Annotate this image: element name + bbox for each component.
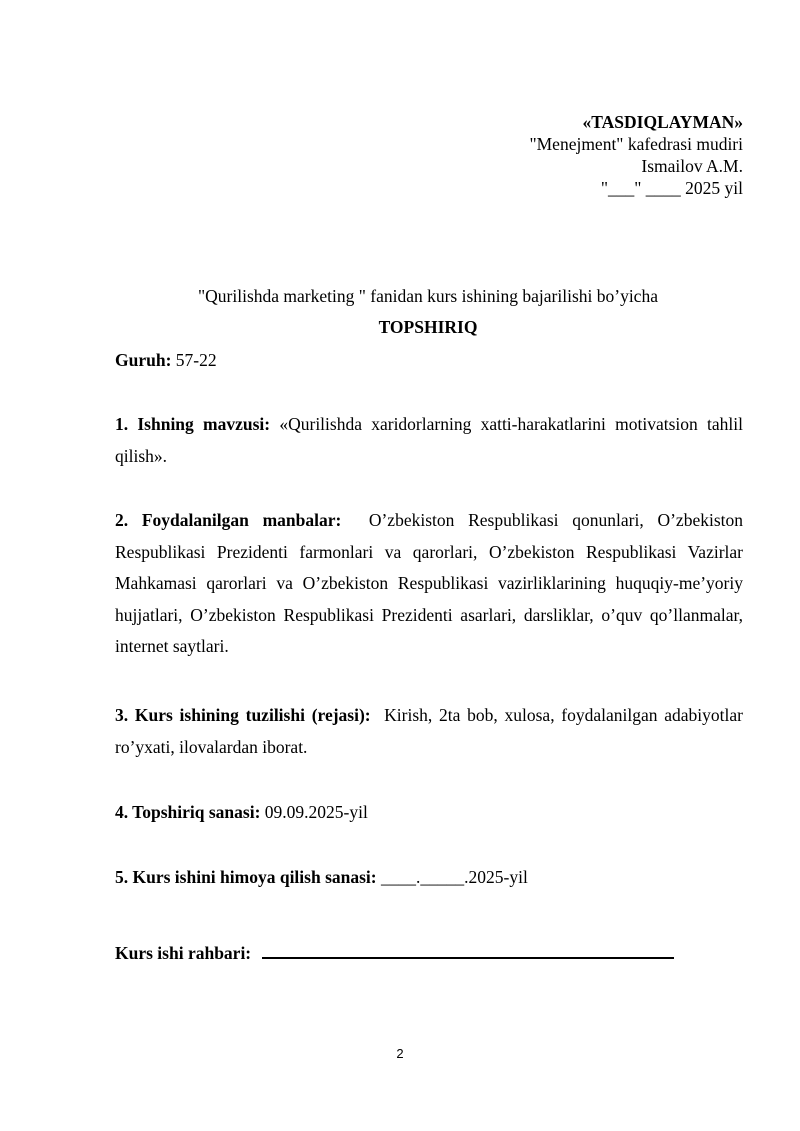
group-value: 57-22 [175, 350, 217, 370]
item-structure [115, 700, 743, 763]
item-task-date [115, 797, 743, 829]
group-line [115, 345, 743, 377]
item-structure-text: Kirish, 2ta bob, xulosa, foydalanilgan adabiyotlar ro’yxati, ilovalardan iborat. [115, 705, 743, 757]
item-sources-label: 2. Foydalanilgan manbalar: [115, 510, 342, 530]
item-topic-text: «Qurilishda xaridorlarning xatti-harakatlarini motivatsion tahlil qilish». [115, 414, 743, 466]
approval-date: "___" ____ 2025 yil [600, 178, 743, 198]
item-defense-date-text: ____._____.2025-yil [381, 867, 528, 887]
document-subject-line: "Qurilishda marketing " fanidan kurs ishining bajarilishi bo’yicha [198, 286, 658, 306]
group-label: Guruh: [115, 350, 172, 370]
item-structure-label: 3. Kurs ishining tuzilishi (rejasi): [115, 705, 371, 725]
item-defense-date [115, 862, 743, 894]
item-sources [115, 505, 743, 663]
page-number: 2 [396, 1046, 404, 1061]
document-title: TOPSHIRIQ [378, 317, 478, 337]
item-task-date-label: 4. Topshiriq sanasi: [115, 802, 261, 822]
item-topic-label: 1. Ishning mavzusi: [115, 414, 271, 434]
item-topic [115, 409, 743, 472]
supervisor-label: Kurs ishi rahbari: [115, 943, 252, 963]
approval-heading: «TASDIQLAYMAN» [582, 112, 743, 132]
item-sources-text: O’zbekiston Respublikasi qonunlari, O’zbekiston Respublikasi Prezidenti farmonlari va qarorlari, O’zbekiston Respublikasi Vazirlar Mahkamasi qarorlari va O’zbekiston Respublikasi vazirliklarining huquqiy-me’yoriy hujjatlari, O’zbekiston Respublikasi Prezidenti asarlari, darsliklar, o’quv qo’llanmalar, internet saytlari. [115, 510, 744, 656]
signature-line [262, 939, 674, 959]
item-task-date-text: 09.09.2025-yil [264, 802, 368, 822]
approval-department: "Menejment" kafedrasi mudiri [529, 134, 743, 154]
approval-name: Ismailov A.M. [641, 156, 743, 176]
approval-block [529, 111, 743, 199]
supervisor-signature [115, 938, 743, 970]
item-defense-date-label: 5. Kurs ishini himoya qilish sanasi: [115, 867, 377, 887]
